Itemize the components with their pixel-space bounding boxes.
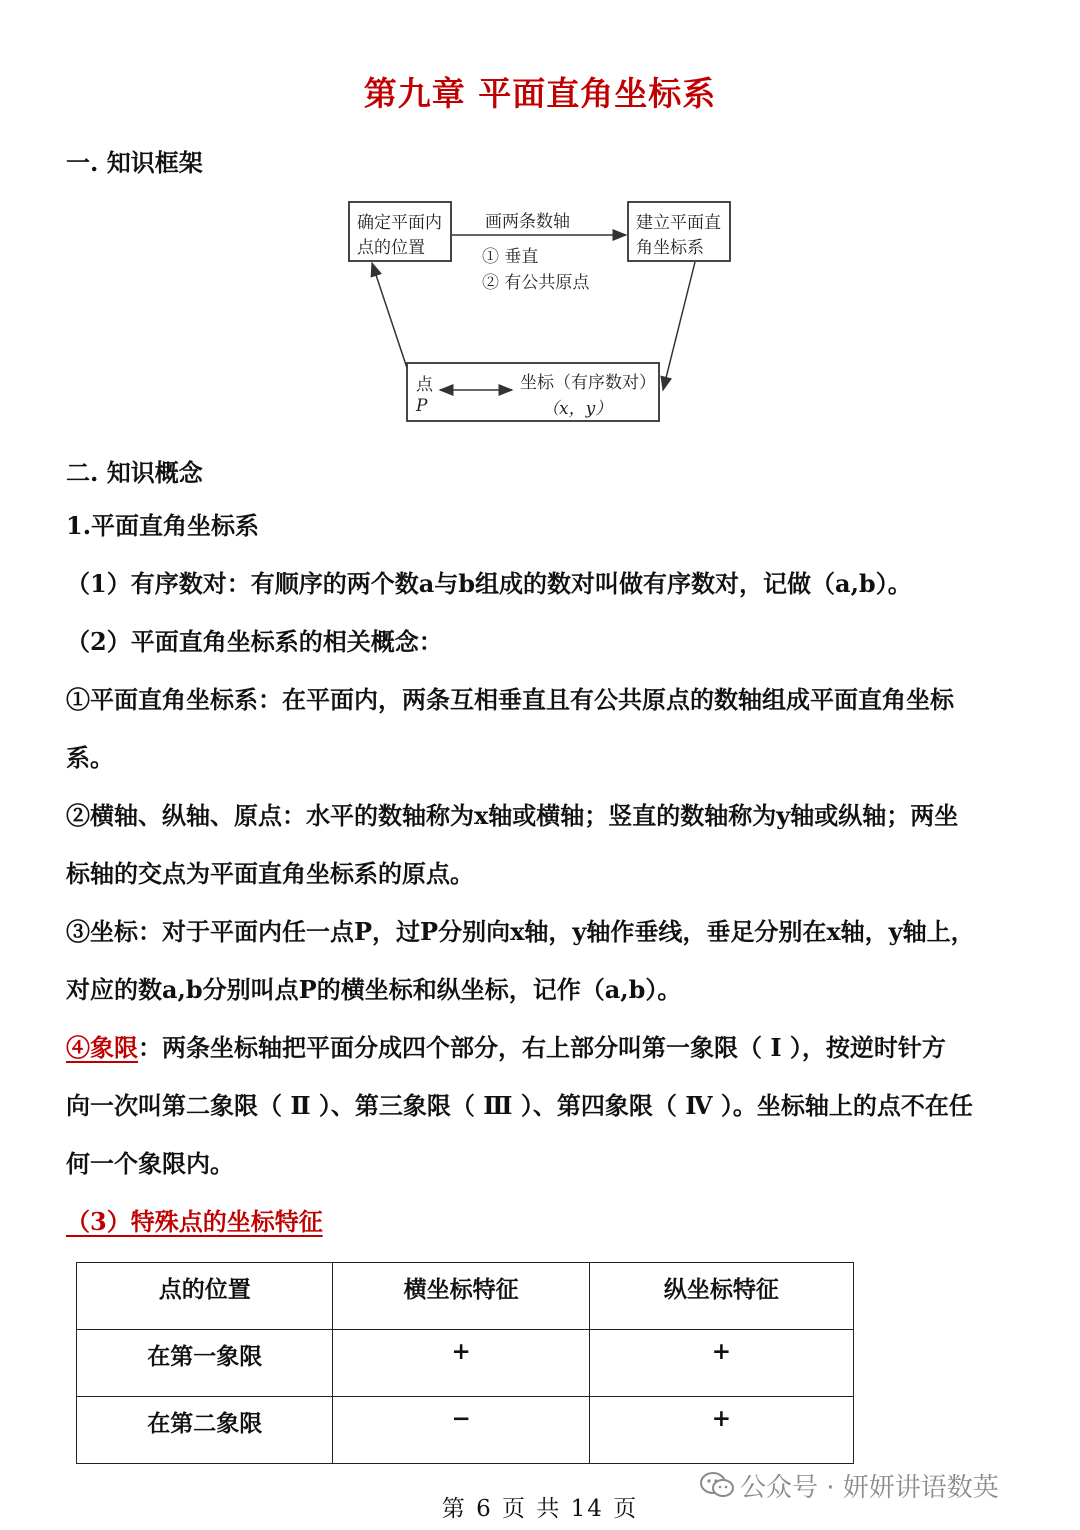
paragraph-axes-line1: ②横轴、纵轴、原点：水平的数轴称为x轴或横轴；竖直的数轴称为y轴或纵轴；两坐: [66, 801, 959, 830]
table-cell: +: [589, 1330, 853, 1397]
table-cell: −: [333, 1397, 589, 1464]
watermark: [700, 1467, 999, 1506]
paragraph-definition-line1: ①平面直角坐标系：在平面内，两条互相垂直且有公共原点的数轴组成平面直角坐标: [66, 685, 954, 714]
knowledge-framework-diagram: [330, 190, 750, 430]
diagram-box3-P: P: [416, 396, 428, 416]
table-row: [77, 1330, 854, 1397]
subheading-coordinate-system: 1.平面直角坐标系: [66, 511, 260, 540]
table-header-row: [77, 1263, 854, 1330]
diagram-box1-line1: 确定平面内: [357, 213, 442, 233]
paragraph-ordered-pair: （1）有序数对：有顺序的两个数a与b组成的数对叫做有序数对，记做（a,b）。: [66, 569, 912, 598]
special-points-table: [76, 1262, 854, 1464]
quadrant-label: ④象限: [66, 1033, 138, 1062]
table-header: 点的位置: [77, 1263, 333, 1330]
paragraph-definition-line2: 系。: [66, 743, 114, 772]
section-heading-concepts: 二. 知识概念: [66, 458, 203, 487]
paragraph-coordinates-line2: 对应的数a,b分别叫点P的横坐标和纵坐标，记作（a,b）。: [66, 975, 682, 1004]
quadrant-text-1: ：两条坐标轴把平面分成四个部分，右上部分叫第一象限（ Ⅰ ），按逆时针方: [138, 1033, 946, 1062]
diagram-arrow-label2: ① 垂直: [482, 247, 539, 267]
table-header: 纵坐标特征: [589, 1263, 853, 1330]
diagram-box3-point: 点: [416, 375, 433, 395]
paragraph-quadrant-line3: 何一个象限内。: [66, 1149, 234, 1178]
diagram-box2-line1: 建立平面直: [636, 213, 721, 233]
diagram-box2-line2: 角坐标系: [636, 238, 704, 258]
diagram-box1-line2: 点的位置: [357, 238, 425, 258]
diagram-arrow-left: [372, 263, 407, 368]
paragraph-related-concepts: （2）平面直角坐标系的相关概念：: [66, 627, 443, 656]
paragraph-quadrant-line2: 向一次叫第二象限（ Ⅱ ）、第三象限（ Ⅲ ）、第四象限（ Ⅳ ）。坐标轴上的点不在任: [66, 1091, 973, 1120]
paragraph-quadrant-line1: [66, 1019, 1016, 1077]
wechat-icon: [700, 1471, 734, 1506]
table-header: 横坐标特征: [333, 1263, 589, 1330]
table-row: [77, 1397, 854, 1464]
diagram-box3-xy: （x，y）: [542, 399, 613, 419]
paragraph-axes-line2: 标轴的交点为平面直角坐标系的原点。: [66, 859, 474, 888]
table-cell: 在第一象限: [77, 1330, 333, 1397]
paragraph-coordinates-line1: ③坐标：对于平面内任一点P，过P分别向x轴，y轴作垂线，垂足分别在x轴，y轴上，: [66, 917, 975, 946]
section-heading-framework: 一. 知识框架: [66, 148, 203, 177]
diagram-box3-coord: 坐标（有序数对）: [520, 373, 656, 393]
diagram-arrow-right: [663, 262, 695, 390]
table-cell: +: [589, 1397, 853, 1464]
table-cell: 在第二象限: [77, 1397, 333, 1464]
watermark-text: 公众号 · 妍妍讲语数英: [740, 1473, 999, 1503]
diagram-arrow-label3: ② 有公共原点: [482, 273, 590, 293]
page-title: 第九章 平面直角坐标系: [363, 74, 717, 113]
diagram-arrow-label1: 画两条数轴: [485, 212, 570, 232]
page-footer: 第 6 页 共 14 页: [441, 1496, 639, 1522]
table-cell: +: [333, 1330, 589, 1397]
subheading-special-points: （3）特殊点的坐标特征: [66, 1207, 323, 1236]
